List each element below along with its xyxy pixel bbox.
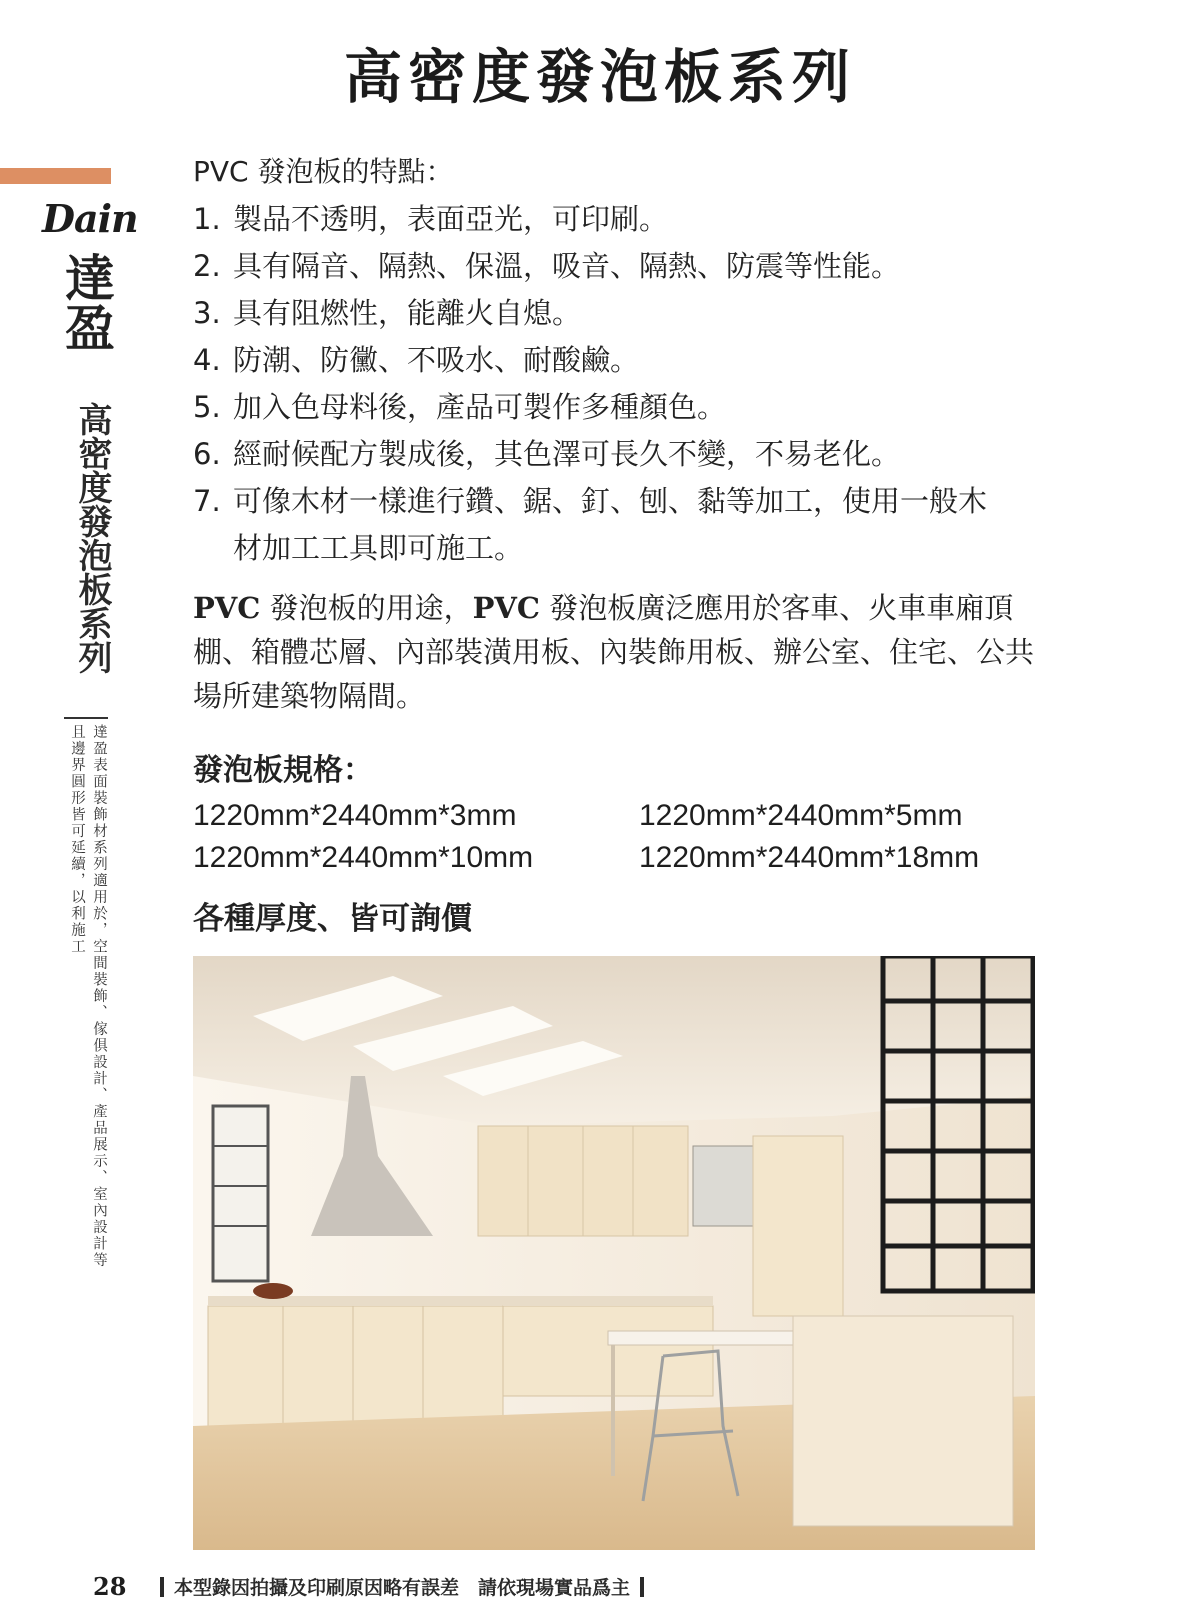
feature-item: [193, 243, 1053, 290]
footer-bar-left: [160, 1577, 164, 1597]
feature-number: 5.: [193, 390, 221, 424]
footer-bar-right: [640, 1577, 644, 1597]
feature-text: 具有隔音、隔熱、保溫，吸音、隔熱、防震等性能。: [233, 249, 901, 283]
footer-note-text: 本型錄因拍攝及印刷原因略有誤差 請依現場實品爲主: [174, 1577, 631, 1599]
feature-item: [193, 478, 1013, 572]
spec-item: 1220mm*2440mm*5mm: [639, 799, 963, 832]
sidebar-description-line: 且邊界圓形皆可延續，以利施工: [69, 724, 85, 955]
spec-item: 1220mm*2440mm*10mm: [193, 841, 534, 874]
page-title: 高密度發泡板系列: [343, 43, 856, 111]
feature-item: [193, 196, 1053, 243]
feature-item: [193, 337, 1053, 384]
specs-heading: 發泡板規格：: [193, 753, 373, 788]
feature-number: 3.: [193, 296, 221, 330]
usage-lead-bold: PVC: [193, 591, 261, 625]
feature-text: 可像木材一樣進行鑽、鋸、釘、刨、黏等加工，使用一般木材加工工具即可施工。: [233, 484, 988, 565]
specs-grid: [193, 795, 1053, 879]
feature-item: [193, 431, 1053, 478]
sidebar-description: [64, 724, 110, 1304]
usage-body-bold: PVC: [472, 591, 540, 625]
feature-text: 具有阻燃性，能離火自熄。: [233, 296, 582, 330]
page-number: 28: [93, 1572, 127, 1601]
feature-number: 1.: [193, 202, 221, 236]
brand-logo-latin: Dain: [42, 196, 138, 241]
usage-lead-text: 發泡板的用途，: [260, 591, 473, 625]
feature-text: 防潮、防黴、不吸水、耐酸鹼。: [233, 343, 640, 377]
kitchen-photo: [193, 956, 1035, 1550]
feature-text: 經耐候配方製成後，其色澤可長久不變，不易老化。: [233, 437, 901, 471]
brand-logo-chinese: 達盈: [57, 252, 116, 352]
feature-number: 4.: [193, 343, 221, 377]
spec-item: 1220mm*2440mm*18mm: [639, 841, 980, 874]
kitchen-illustration: [193, 956, 1035, 1550]
price-inquiry-note: 各種厚度、皆可詢價: [193, 901, 472, 937]
spec-item: 1220mm*2440mm*3mm: [193, 799, 517, 832]
feature-text: 製品不透明，表面亞光，可印刷。: [233, 202, 669, 236]
feature-number: 6.: [193, 437, 221, 471]
sidebar-divider: [64, 717, 108, 719]
main-content: [193, 148, 1053, 947]
sidebar-series-title: 高密度發泡板系列: [72, 402, 112, 674]
footer-disclaimer: [160, 1573, 644, 1600]
sidebar-description-line: 達盈表面裝飾材系列適用於，空間裝飾、傢俱設計、產品展示、室內設計等: [91, 724, 107, 1269]
feature-number: 7.: [193, 484, 221, 518]
accent-bar: [0, 168, 111, 184]
feature-number: 2.: [193, 249, 221, 283]
features-heading: PVC 發泡板的特點：: [193, 155, 454, 188]
usage-paragraph: [193, 586, 1038, 718]
feature-text: 加入色母料後，產品可製作多種顏色。: [233, 390, 727, 424]
feature-item: [193, 384, 1053, 431]
usage-body-text: 發泡板廣泛應用於客車、火車車廂頂棚、箱體芯層、內部裝潢用板、內裝飾用板、辦公室、住宅、公共場所建築物隔間。: [193, 591, 1035, 713]
feature-list: [193, 196, 1053, 572]
feature-item: [193, 290, 1053, 337]
